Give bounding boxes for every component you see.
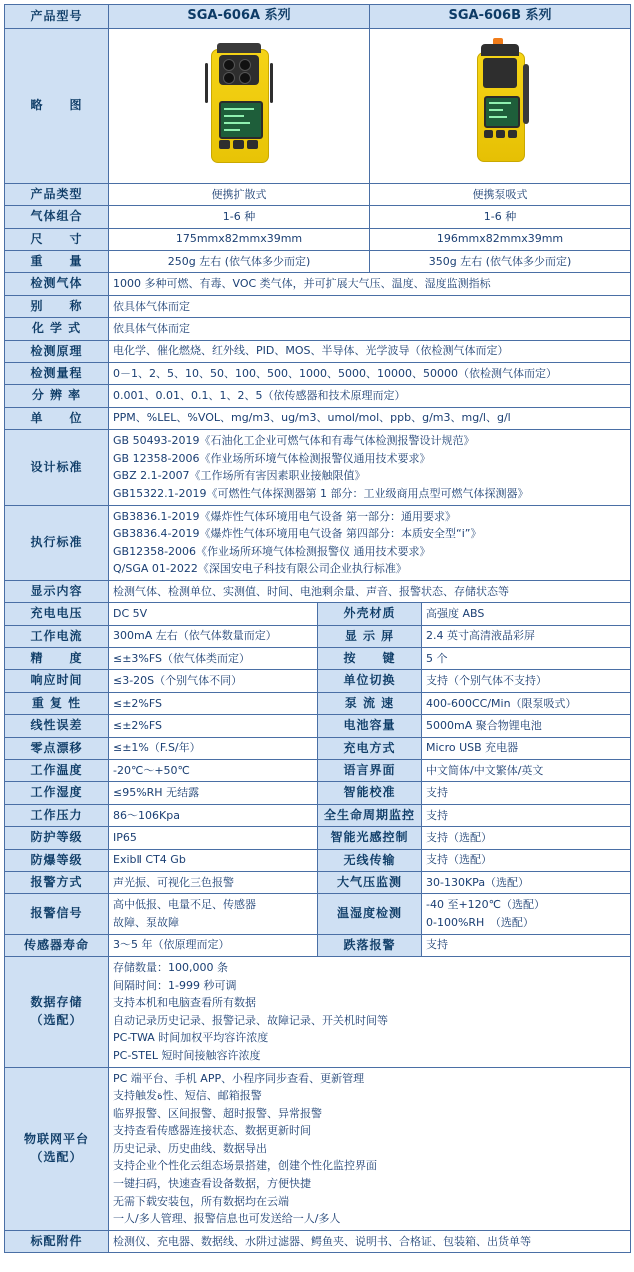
product-type-a: 便携扩散式 bbox=[109, 183, 370, 205]
row-label-repeatability: 重 复 性 bbox=[5, 692, 109, 714]
pump-flow-value: 400-600CC/Min（限泵吸式） bbox=[422, 692, 631, 714]
row-label-charge-method: 充电方式 bbox=[318, 737, 422, 759]
table-row-zero-drift bbox=[5, 737, 631, 759]
sga-606a-device-photo bbox=[203, 43, 275, 163]
row-label-exec-standard: 执行标准 bbox=[5, 505, 109, 580]
spec-table-dual bbox=[4, 602, 631, 1253]
row-label-explosion-grade: 防爆等级 bbox=[5, 849, 109, 871]
work-temp-value: -20℃～+50℃ bbox=[109, 760, 318, 782]
table-row-weight bbox=[5, 251, 631, 273]
data-storage-line-4: 自动记录历史记录、报警记录、故障记录、开关机时间等 bbox=[113, 1013, 388, 1027]
row-label-light-sensing: 智能光感控制 bbox=[318, 827, 422, 849]
table-row-linearity bbox=[5, 715, 631, 737]
iot-line-1: PC 端平台、手机 APP、小程序同步查看、更新管理 bbox=[113, 1071, 365, 1085]
alarm-signal-value bbox=[109, 894, 318, 934]
row-label-temp-humidity: 温湿度检测 bbox=[318, 894, 422, 934]
work-current-value: 300mA 左右（依气体数量而定） bbox=[109, 625, 318, 647]
data-storage-line-6: PC-STEL 短时间接触容许浓度 bbox=[113, 1048, 261, 1062]
data-storage-label-line-2: （选配） bbox=[30, 1012, 83, 1027]
row-label-accessories: 标配附件 bbox=[5, 1230, 109, 1252]
shell-material-value: 高强度 ABS bbox=[422, 603, 631, 625]
iot-label-line-2: （选配） bbox=[30, 1149, 83, 1164]
table-row-principle bbox=[5, 340, 631, 362]
resolution-value: 0.001、0.01、0.1、1、2、5（依传感器和技术原理而定） bbox=[109, 385, 631, 407]
row-label-detect-gas: 检测气体 bbox=[5, 273, 109, 295]
row-label-language: 语言界面 bbox=[318, 760, 422, 782]
row-label-unit-switch: 单位切换 bbox=[318, 670, 422, 692]
row-label-work-humidity: 工作湿度 bbox=[5, 782, 109, 804]
temp-humidity-line-2: 0-100%RH （选配） bbox=[426, 915, 534, 929]
table-row-work-temp bbox=[5, 760, 631, 782]
data-storage-line-5: PC-TWA 时间加权平均容许浓度 bbox=[113, 1031, 269, 1045]
iot-line-5: 历史记录、历史曲线、数据导出 bbox=[113, 1141, 267, 1155]
header-label: 产品型号 bbox=[5, 5, 109, 29]
iot-line-8: 无需下载安装包，所有数据均在云端 bbox=[113, 1194, 289, 1208]
row-label-size: 尺 寸 bbox=[5, 228, 109, 250]
data-storage-value bbox=[109, 956, 631, 1067]
weight-b: 350g 左右 (依气体多少而定) bbox=[370, 251, 631, 273]
spec-table bbox=[4, 4, 631, 603]
table-row-explosion-grade bbox=[5, 849, 631, 871]
header-model-a: SGA-606A 系列 bbox=[109, 5, 370, 29]
table-row-response-time bbox=[5, 670, 631, 692]
explosion-grade-value: ExibⅡ CT4 Gb bbox=[109, 849, 318, 871]
row-label-work-current: 工作电流 bbox=[5, 625, 109, 647]
table-row-product-type bbox=[5, 183, 631, 205]
iot-line-7: 一键扫码，快速查看设备数据，方便快捷 bbox=[113, 1177, 311, 1191]
drop-alarm-value: 支持 bbox=[422, 934, 631, 956]
data-storage-line-2: 间隔时间：1-999 秒可调 bbox=[113, 978, 237, 992]
table-row-work-current bbox=[5, 625, 631, 647]
iot-line-2: 支持触发ة性、短信、邮箱报警 bbox=[113, 1089, 262, 1103]
row-label-charge-voltage: 充电电压 bbox=[5, 603, 109, 625]
accuracy-value: ≤±3%FS（依气体类而定） bbox=[109, 648, 318, 670]
row-label-resolution: 分 辨 率 bbox=[5, 385, 109, 407]
design-standard-value bbox=[109, 430, 631, 505]
light-sensing-value: 支持（选配） bbox=[422, 827, 631, 849]
table-row-display-content bbox=[5, 580, 631, 602]
gas-combo-b: 1-6 种 bbox=[370, 206, 631, 228]
range-value: 0－1、2、5、10、50、100、500、1000、5000、10000、50000（依检测气体而定） bbox=[109, 362, 631, 384]
iot-line-6: 支持企业个性化云组态场景搭建，创建个性化监控界面 bbox=[113, 1159, 377, 1173]
table-row-work-humidity bbox=[5, 782, 631, 804]
table-row-unit bbox=[5, 407, 631, 429]
design-standard-line-4: GB15322.1-2019《可燃性气体探测器第 1 部分：工业级商用点型可燃气体探测器》 bbox=[113, 486, 529, 500]
row-label-product-type: 产品类型 bbox=[5, 183, 109, 205]
detect-gas-value: 1000 多种可燃、有毒、VOC 类气体，并可扩展大气压、温度、湿度监测指标 bbox=[109, 273, 631, 295]
table-row-work-pressure bbox=[5, 804, 631, 826]
row-label-accuracy: 精 度 bbox=[5, 648, 109, 670]
air-pressure-value: 30-130KPa（选配） bbox=[422, 871, 631, 893]
row-label-unit: 单 位 bbox=[5, 407, 109, 429]
smart-calibration-value: 支持 bbox=[422, 782, 631, 804]
exec-standard-line-4: Q/SGA 01-2022《深国安电子科技有限公司企业执行标准》 bbox=[113, 562, 407, 576]
iot-line-4: 支持查看传感器连接状态、数据更新时间 bbox=[113, 1124, 311, 1138]
table-row-accessories bbox=[5, 1230, 631, 1252]
row-label-display-content: 显示内容 bbox=[5, 580, 109, 602]
alarm-signal-line-2: 故障、泵故障 bbox=[113, 915, 179, 929]
table-row-alarm-method bbox=[5, 871, 631, 893]
table-row-protection-grade bbox=[5, 827, 631, 849]
row-label-zero-drift: 零点漂移 bbox=[5, 737, 109, 759]
temp-humidity-line-1: -40 至+120℃（选配） bbox=[426, 898, 546, 912]
formula-value: 依具体气体而定 bbox=[109, 318, 631, 340]
row-label-alias: 别 称 bbox=[5, 295, 109, 317]
row-label-protection-grade: 防护等级 bbox=[5, 827, 109, 849]
table-row-alarm-signal bbox=[5, 894, 631, 934]
row-label-smart-calibration: 智能校准 bbox=[318, 782, 422, 804]
table-row-sensor-life bbox=[5, 934, 631, 956]
language-value: 中文简体/中文繁体/英文 bbox=[422, 760, 631, 782]
work-pressure-value: 86～106Kpa bbox=[109, 804, 318, 826]
row-label-lifecycle-monitor: 全生命周期监控 bbox=[318, 804, 422, 826]
display-content-value: 检测气体、检测单位、实测值、时间、电池剩余量、声音、报警状态、存储状态等 bbox=[109, 580, 631, 602]
data-storage-line-3: 支持本机和电脑查看所有数据 bbox=[113, 996, 256, 1010]
row-label-air-pressure: 大气压监测 bbox=[318, 871, 422, 893]
sensor-life-value: 3～5 年（依原理而定） bbox=[109, 934, 318, 956]
row-label-weight: 重 量 bbox=[5, 251, 109, 273]
wireless-value: 支持（选配） bbox=[422, 849, 631, 871]
row-label-battery-capacity: 电池容量 bbox=[318, 715, 422, 737]
exec-standard-value bbox=[109, 505, 631, 580]
zero-drift-value: ≤±1%（F.S/年） bbox=[109, 737, 318, 759]
device-b-image-cell bbox=[370, 28, 631, 183]
row-label-diagram: 略 图 bbox=[5, 28, 109, 183]
table-row-design-standard bbox=[5, 430, 631, 505]
row-label-work-temp: 工作温度 bbox=[5, 760, 109, 782]
data-storage-line-1: 存储数量：100,000 条 bbox=[113, 960, 228, 974]
temp-humidity-value bbox=[422, 894, 631, 934]
iot-line-3: 临界报警、区间报警、超时报警、异常报警 bbox=[113, 1106, 322, 1120]
repeatability-value: ≤±2%FS bbox=[109, 692, 318, 714]
table-row-size bbox=[5, 228, 631, 250]
buttons-value: 5 个 bbox=[422, 648, 631, 670]
row-label-data-storage bbox=[5, 956, 109, 1067]
size-a: 175mmx82mmx39mm bbox=[109, 228, 370, 250]
table-row-iot-platform bbox=[5, 1067, 631, 1230]
principle-value: 电化学、催化燃烧、红外线、PID、MOS、半导体、光学波导（依检测气体而定） bbox=[109, 340, 631, 362]
charge-voltage-value: DC 5V bbox=[109, 603, 318, 625]
alarm-signal-line-1: 高中低报、电量不足、传感器 bbox=[113, 898, 256, 912]
table-row-range bbox=[5, 362, 631, 384]
row-label-shell-material: 外壳材质 bbox=[318, 603, 422, 625]
design-standard-line-1: GB 50493-2019《石油化工企业可燃气体和有毒气体检测报警设计规范》 bbox=[113, 434, 475, 448]
iot-platform-value bbox=[109, 1067, 631, 1230]
row-label-pump-flow: 泵 流 速 bbox=[318, 692, 422, 714]
protection-grade-value: IP65 bbox=[109, 827, 318, 849]
header-model-b: SGA-606B 系列 bbox=[370, 5, 631, 29]
data-storage-label-line-1: 数据存储 bbox=[30, 995, 83, 1010]
row-label-response-time: 响应时间 bbox=[5, 670, 109, 692]
exec-standard-line-2: GB3836.4-2019《爆炸性气体环境用电气设备 第四部分：本质安全型“i”》 bbox=[113, 527, 482, 541]
battery-capacity-value: 5000mA 聚合物锂电池 bbox=[422, 715, 631, 737]
table-row-gas-combo bbox=[5, 206, 631, 228]
work-humidity-value: ≤95%RH 无结露 bbox=[109, 782, 318, 804]
device-a-image-cell bbox=[109, 28, 370, 183]
gas-combo-a: 1-6 种 bbox=[109, 206, 370, 228]
exec-standard-line-3: GB12358-2006《作业场所环境气体检测报警仪 通用技术要求》 bbox=[113, 544, 431, 558]
exec-standard-line-1: GB3836.1-2019《爆炸性气体环境用电气设备 第一部分：通用要求》 bbox=[113, 509, 457, 523]
table-header-row bbox=[5, 5, 631, 29]
weight-a: 250g 左右 (依气体多少而定) bbox=[109, 251, 370, 273]
table-row-diagram bbox=[5, 28, 631, 183]
display-screen-value: 2.4 英寸高清液晶彩屏 bbox=[422, 625, 631, 647]
iot-label-line-1: 物联网平台 bbox=[23, 1132, 89, 1147]
table-row-data-storage bbox=[5, 956, 631, 1067]
table-row-exec-standard bbox=[5, 505, 631, 580]
accessories-value: 检测仪、充电器、数据线、水阱过滤器、鳄鱼夹、说明书、合格证、包装箱、出货单等 bbox=[109, 1230, 631, 1252]
design-standard-line-2: GB 12358-2006《作业场所环境气体检测报警仪通用技术要求》 bbox=[113, 451, 431, 465]
sga-606b-device-photo bbox=[471, 44, 529, 162]
row-label-wireless: 无线传输 bbox=[318, 849, 422, 871]
table-row-formula bbox=[5, 318, 631, 340]
row-label-sensor-life: 传感器寿命 bbox=[5, 934, 109, 956]
row-label-display-screen: 显 示 屏 bbox=[318, 625, 422, 647]
product-type-b: 便携泵吸式 bbox=[370, 183, 631, 205]
row-label-linearity: 线性误差 bbox=[5, 715, 109, 737]
table-row-resolution bbox=[5, 385, 631, 407]
unit-value: PPM、%LEL、%VOL、mg/m3、ug/m3、umol/mol、ppb、g/m3、mg/l、g/l bbox=[109, 407, 631, 429]
row-label-principle: 检测原理 bbox=[5, 340, 109, 362]
row-label-drop-alarm: 跌落报警 bbox=[318, 934, 422, 956]
design-standard-line-3: GBZ 2.1-2007《工作场所有害因素职业接触限值》 bbox=[113, 469, 366, 483]
row-label-iot-platform bbox=[5, 1067, 109, 1230]
linearity-value: ≤±2%FS bbox=[109, 715, 318, 737]
charge-method-value: Micro USB 充电器 bbox=[422, 737, 631, 759]
row-label-alarm-signal: 报警信号 bbox=[5, 894, 109, 934]
table-row-accuracy bbox=[5, 648, 631, 670]
table-row-detect-gas bbox=[5, 273, 631, 295]
unit-switch-value: 支持（个别气体不支持） bbox=[422, 670, 631, 692]
lifecycle-monitor-value: 支持 bbox=[422, 804, 631, 826]
response-time-value: ≤3-20S（个别气体不同） bbox=[109, 670, 318, 692]
table-row-charge-voltage bbox=[5, 603, 631, 625]
iot-line-9: 一人/多人管理、报警信息也可发送给一人/多人 bbox=[113, 1212, 341, 1226]
row-label-range: 检测量程 bbox=[5, 362, 109, 384]
alias-value: 依具体气体而定 bbox=[109, 295, 631, 317]
row-label-design-standard: 设计标准 bbox=[5, 430, 109, 505]
row-label-alarm-method: 报警方式 bbox=[5, 871, 109, 893]
size-b: 196mmx82mmx39mm bbox=[370, 228, 631, 250]
row-label-work-pressure: 工作压力 bbox=[5, 804, 109, 826]
row-label-gas-combo: 气体组合 bbox=[5, 206, 109, 228]
row-label-buttons: 按 键 bbox=[318, 648, 422, 670]
table-row-repeatability bbox=[5, 692, 631, 714]
alarm-method-value: 声光振、可视化三色报警 bbox=[109, 871, 318, 893]
table-row-alias bbox=[5, 295, 631, 317]
row-label-formula: 化 学 式 bbox=[5, 318, 109, 340]
